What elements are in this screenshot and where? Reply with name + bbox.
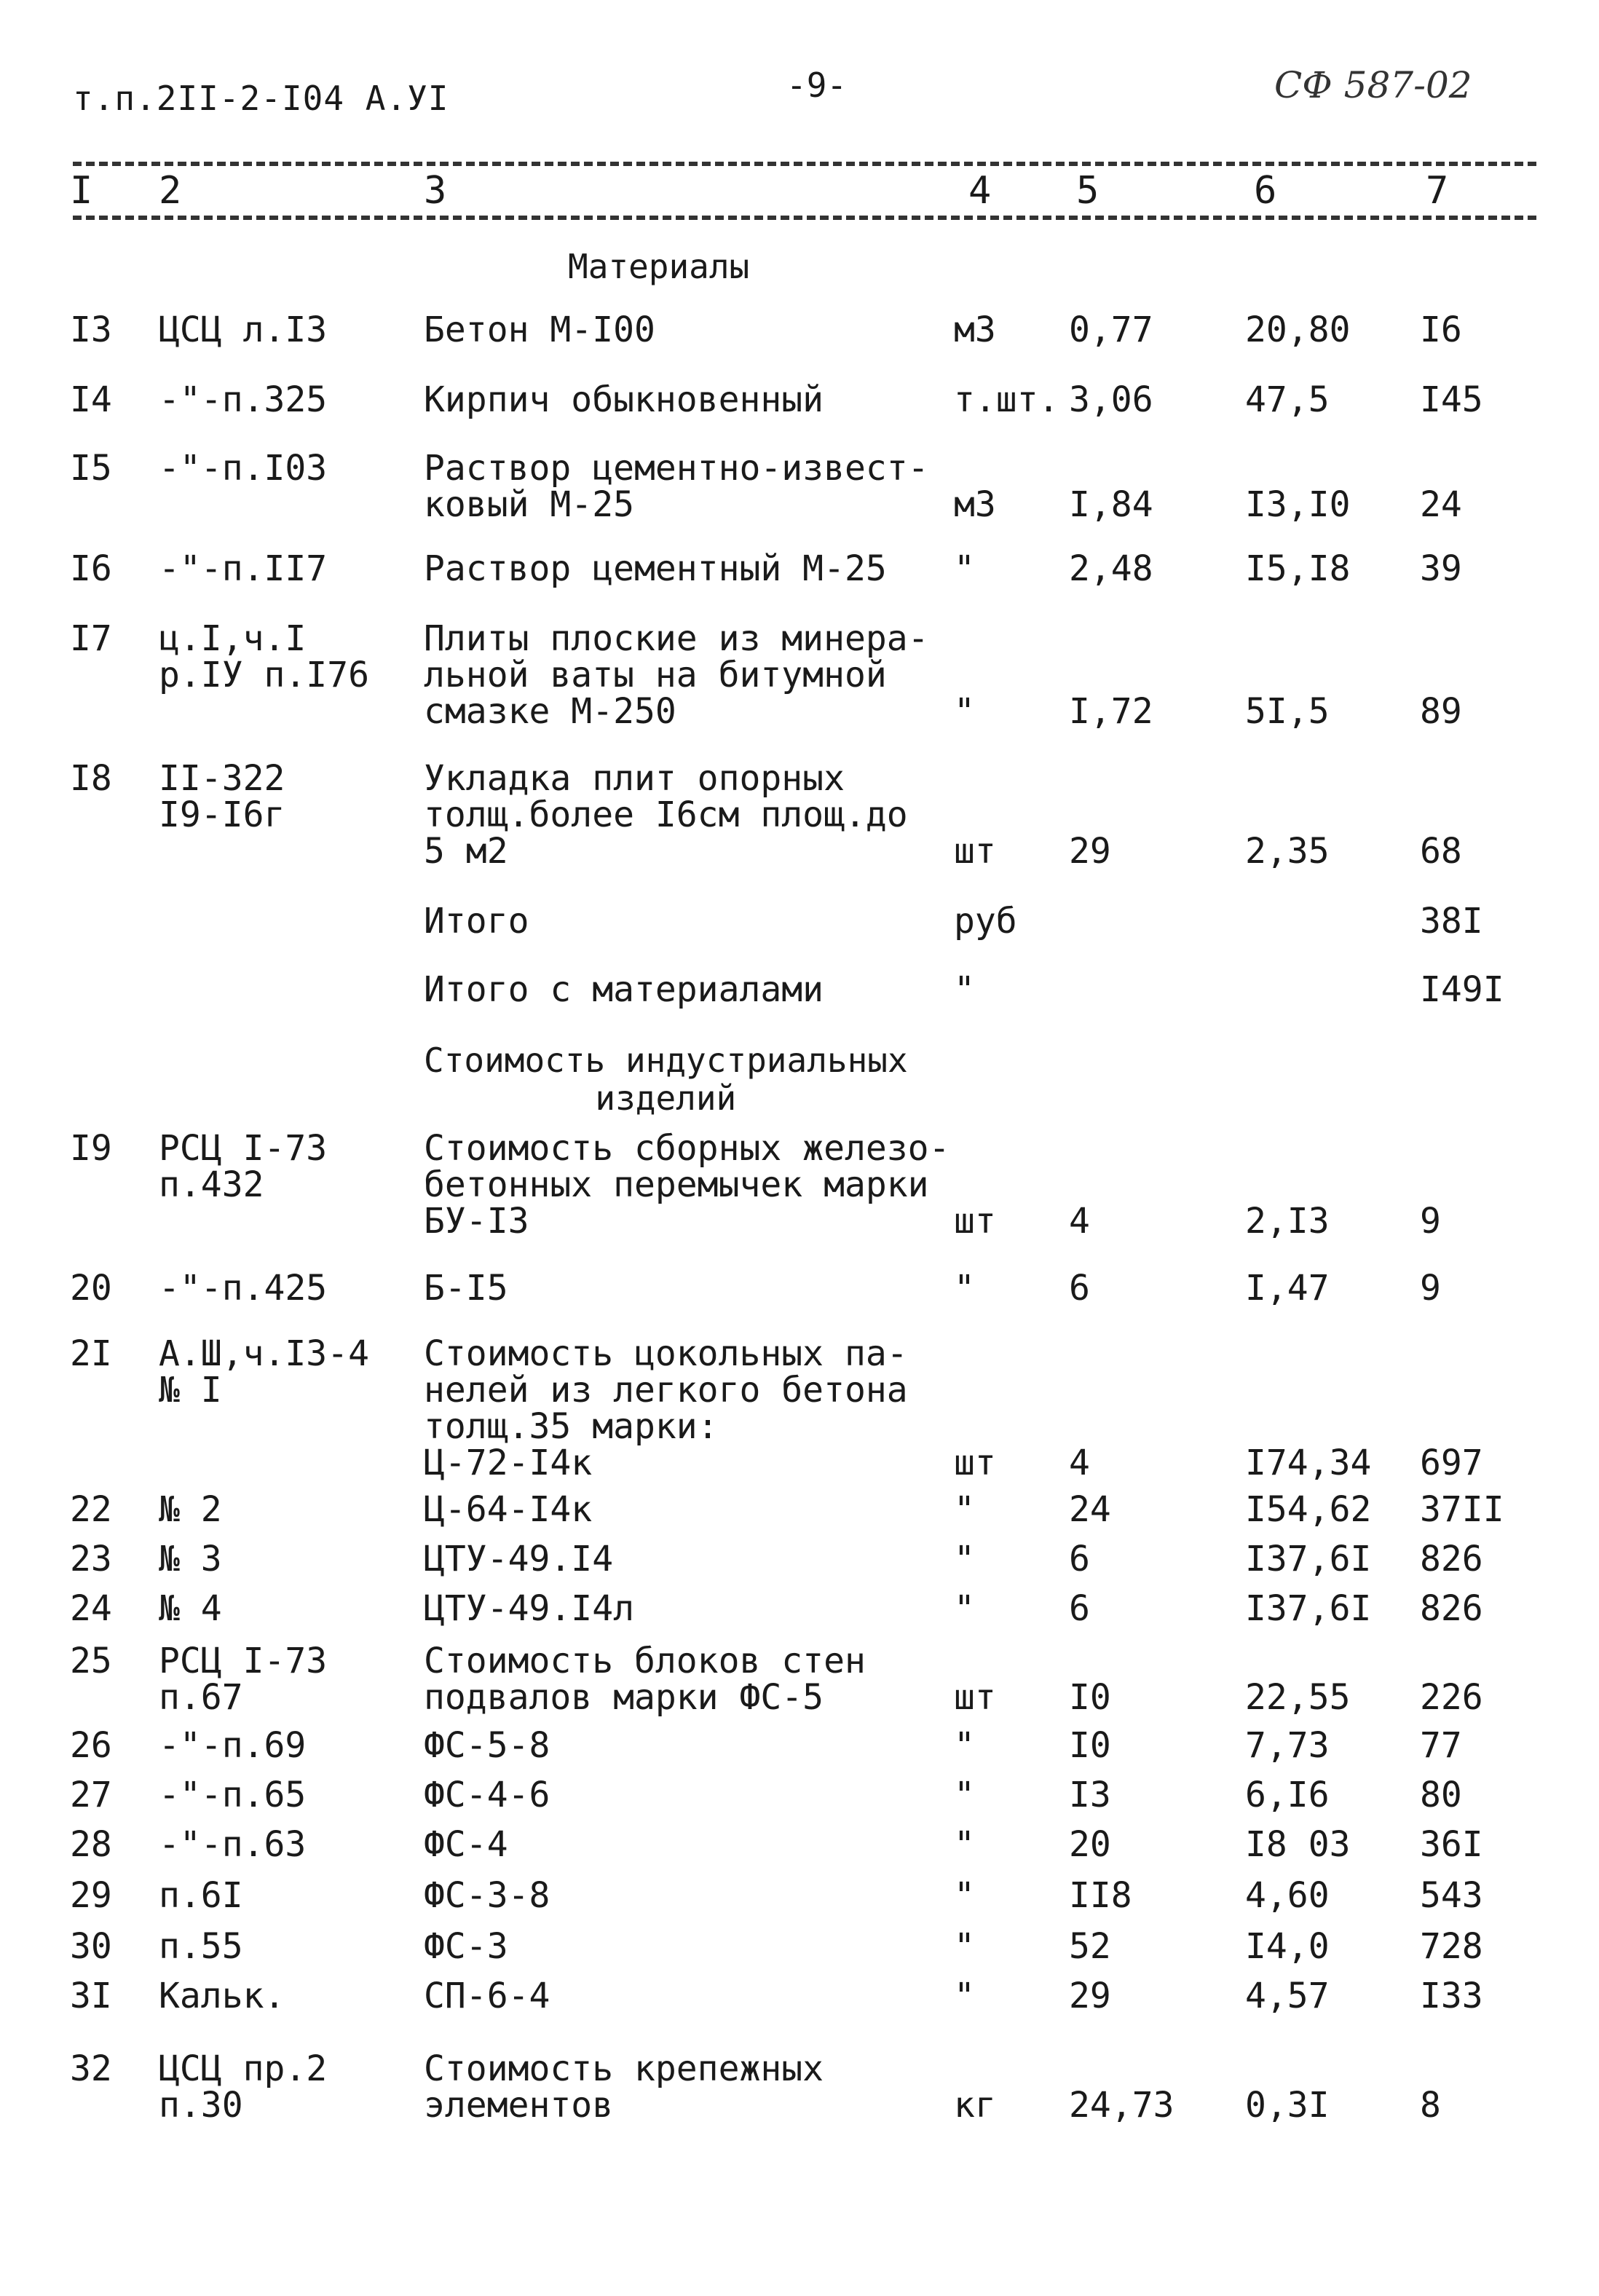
price-reference-cell: -"-п.325 — [159, 379, 328, 420]
total-cost-cell: 68 — [1420, 831, 1462, 872]
price-reference-cell: -"-п.69 — [159, 1725, 307, 1766]
row-number-cell: 25 — [70, 1641, 112, 1681]
table-header-bottom-rule — [73, 216, 1536, 220]
unit-price-cell: 6,I6 — [1245, 1775, 1330, 1815]
item-name-cell: ФС-4 — [424, 1824, 508, 1865]
item-name-cell: Стоимость блоков стен подвалов марки ФС-5 — [424, 1641, 866, 1718]
total-cost-cell: 36I — [1420, 1824, 1483, 1865]
price-reference-cell: -"-п.425 — [159, 1268, 328, 1309]
item-name-cell: Бетон М-I00 — [424, 309, 655, 350]
column-number-4: 4 — [968, 169, 992, 213]
quantity-cell: 20 — [1069, 1824, 1111, 1865]
item-name-cell: Стоимость крепежных элементов — [424, 2048, 824, 2126]
column-number-2: 2 — [159, 169, 182, 213]
row-number-cell: I7 — [70, 618, 112, 659]
table-header-top-rule — [73, 162, 1536, 166]
quantity-cell: I,84 — [1069, 484, 1153, 525]
row-number-cell: 24 — [70, 1588, 112, 1629]
unit-cell: шт — [954, 1677, 996, 1718]
quantity-cell: 24 — [1069, 1489, 1111, 1530]
unit-price-cell: 20,80 — [1245, 309, 1351, 350]
column-number-5: 5 — [1076, 169, 1099, 213]
unit-price-cell: 4,60 — [1245, 1875, 1330, 1916]
quantity-cell: 6 — [1069, 1588, 1090, 1629]
unit-price-cell: 2,35 — [1245, 831, 1330, 872]
total-cost-cell: 8 — [1420, 2085, 1441, 2126]
unit-price-cell: 7,73 — [1245, 1725, 1330, 1766]
column-number-3: 3 — [424, 169, 447, 213]
quantity-cell: 29 — [1069, 831, 1111, 872]
unit-price-cell: 0,3I — [1245, 2085, 1330, 2126]
row-number-cell: I9 — [70, 1128, 112, 1169]
price-reference-cell: п.55 — [159, 1926, 243, 1967]
total-cost-cell: I6 — [1420, 309, 1462, 350]
quantity-cell: II8 — [1069, 1875, 1132, 1916]
row-number-cell: 28 — [70, 1824, 112, 1865]
unit-cell: " — [954, 1875, 975, 1916]
price-reference-cell: А.Ш,ч.I3-4 № I — [159, 1333, 369, 1411]
row-number-cell: 26 — [70, 1725, 112, 1766]
unit-price-cell: I,47 — [1245, 1268, 1330, 1309]
quantity-cell: 3,06 — [1069, 379, 1153, 420]
price-reference-cell: п.6I — [159, 1875, 243, 1916]
unit-price-cell: 2,I3 — [1245, 1201, 1330, 1242]
quantity-cell: 2,48 — [1069, 548, 1153, 589]
quantity-cell: I0 — [1069, 1725, 1111, 1766]
unit-price-cell: 47,5 — [1245, 379, 1330, 420]
unit-price-cell: I3,I0 — [1245, 484, 1351, 525]
item-name-cell: ФС-3 — [424, 1926, 508, 1967]
price-reference-cell: II-322 I9-I6г — [159, 758, 285, 835]
item-name-cell: Стоимость цокольных па- нелей из легкого бетона толщ.35 марки: Ц-72-I4к — [424, 1333, 908, 1483]
unit-cell: шт — [954, 1443, 996, 1483]
column-number-6: 6 — [1254, 169, 1277, 213]
unit-price-cell: I5,I8 — [1245, 548, 1351, 589]
total-cost-cell: 9 — [1420, 1201, 1441, 1242]
page-number: -9- — [786, 66, 848, 105]
item-name-cell: ЦТУ-49.I4л — [424, 1588, 634, 1629]
item-name-cell: Ц-64-I4к — [424, 1489, 593, 1530]
unit-cell: " — [954, 691, 975, 732]
item-name-cell: Итого — [424, 901, 529, 942]
price-reference-cell: ЦСЦ л.I3 — [159, 309, 328, 350]
row-number-cell: 22 — [70, 1489, 112, 1530]
unit-cell: " — [954, 1775, 975, 1815]
unit-cell: " — [954, 1976, 975, 2016]
total-cost-cell: 728 — [1420, 1926, 1483, 1967]
item-name-cell: Раствор цементно-извест- ковый М-25 — [424, 448, 929, 525]
unit-cell: т.шт. — [954, 379, 1059, 420]
price-reference-cell: № 2 — [159, 1489, 222, 1530]
row-number-cell: 30 — [70, 1926, 112, 1967]
total-cost-cell: 226 — [1420, 1677, 1483, 1718]
unit-price-cell: I4,0 — [1245, 1926, 1330, 1967]
item-name-cell: Кирпич обыкновенный — [424, 379, 824, 420]
price-reference-cell: ЦСЦ пр.2 п.30 — [159, 2048, 328, 2126]
price-reference-cell: ц.I,ч.I р.IУ п.I76 — [159, 618, 369, 695]
quantity-cell: 6 — [1069, 1539, 1090, 1579]
item-name-cell: Итого с материалами — [424, 969, 824, 1010]
total-cost-cell: 24 — [1420, 484, 1462, 525]
row-number-cell: I8 — [70, 758, 112, 799]
total-cost-cell: 38I — [1420, 901, 1483, 942]
item-name-cell: СП-6-4 — [424, 1976, 550, 2016]
row-number-cell: 3I — [70, 1976, 112, 2016]
row-number-cell: I6 — [70, 548, 112, 589]
total-cost-cell: 89 — [1420, 691, 1462, 732]
quantity-cell: I,72 — [1069, 691, 1153, 732]
quantity-cell: 52 — [1069, 1926, 1111, 1967]
total-cost-cell: I49I — [1420, 969, 1504, 1010]
quantity-cell: 0,77 — [1069, 309, 1153, 350]
unit-cell: м3 — [954, 309, 996, 350]
total-cost-cell: 543 — [1420, 1875, 1483, 1916]
unit-cell: м3 — [954, 484, 996, 525]
unit-cell: " — [954, 1539, 975, 1579]
unit-price-cell: I37,6I — [1245, 1539, 1372, 1579]
unit-price-cell: 5I,5 — [1245, 691, 1330, 732]
total-cost-cell: 826 — [1420, 1539, 1483, 1579]
unit-cell: руб — [954, 901, 1017, 942]
unit-cell: " — [954, 1268, 975, 1309]
document-code: т.п.2II-2-I04 А.УI — [73, 79, 449, 118]
item-name-cell: Б-I5 — [424, 1268, 508, 1309]
price-reference-cell: РСЦ I-73 п.67 — [159, 1641, 328, 1718]
unit-cell: " — [954, 1489, 975, 1530]
price-reference-cell: -"-п.65 — [159, 1775, 307, 1815]
price-reference-cell: Кальк. — [159, 1976, 285, 2016]
row-number-cell: 23 — [70, 1539, 112, 1579]
quantity-cell: 29 — [1069, 1976, 1111, 2016]
unit-price-cell: I74,34 — [1245, 1443, 1372, 1483]
row-number-cell: 2I — [70, 1333, 112, 1374]
item-name-cell: ФС-3-8 — [424, 1875, 550, 1916]
archive-number: СФ 587-02 — [1274, 64, 1472, 106]
unit-cell: " — [954, 1588, 975, 1629]
unit-cell: шт — [954, 831, 996, 872]
price-reference-cell: -"-п.63 — [159, 1824, 307, 1865]
unit-price-cell: 22,55 — [1245, 1677, 1351, 1718]
section-title-materials: Материалы — [568, 247, 750, 286]
unit-price-cell: I54,62 — [1245, 1489, 1372, 1530]
unit-cell: " — [954, 969, 975, 1010]
price-reference-cell: № 4 — [159, 1588, 222, 1629]
unit-cell: " — [954, 548, 975, 589]
total-cost-cell: I45 — [1420, 379, 1483, 420]
price-reference-cell: № 3 — [159, 1539, 222, 1579]
quantity-cell: 6 — [1069, 1268, 1090, 1309]
item-name-cell: Укладка плит опорных толщ.более I6см площ.до 5 м2 — [424, 758, 908, 872]
total-cost-cell: 77 — [1420, 1725, 1462, 1766]
row-number-cell: 27 — [70, 1775, 112, 1815]
price-reference-cell: -"-п.II7 — [159, 548, 328, 589]
row-number-cell: I5 — [70, 448, 112, 489]
item-name-cell: Плиты плоские из минера- льной ваты на битумной смазке М-250 — [424, 618, 929, 732]
row-number-cell: I3 — [70, 309, 112, 350]
quantity-cell: 24,73 — [1069, 2085, 1174, 2126]
item-name-cell: Раствор цементный М-25 — [424, 548, 887, 589]
total-cost-cell: 80 — [1420, 1775, 1462, 1815]
quantity-cell: I0 — [1069, 1677, 1111, 1718]
item-name-cell: ФС-4-6 — [424, 1775, 550, 1815]
row-number-cell: I4 — [70, 379, 112, 420]
unit-cell: кг — [954, 2085, 996, 2126]
row-number-cell: 20 — [70, 1268, 112, 1309]
unit-cell: шт — [954, 1201, 996, 1242]
total-cost-cell: 39 — [1420, 548, 1462, 589]
total-cost-cell: I33 — [1420, 1976, 1483, 2016]
price-reference-cell: РСЦ I-73 п.432 — [159, 1128, 328, 1205]
item-name-cell: Стоимость сборных железо- бетонных перемычек марки БУ-I3 — [424, 1128, 950, 1242]
unit-cell: " — [954, 1926, 975, 1967]
item-name-cell: ФС-5-8 — [424, 1725, 550, 1766]
quantity-cell: I3 — [1069, 1775, 1111, 1815]
unit-cell: " — [954, 1824, 975, 1865]
total-cost-cell: 37II — [1420, 1489, 1504, 1530]
total-cost-cell: 9 — [1420, 1268, 1441, 1309]
item-name-cell: ЦТУ-49.I4 — [424, 1539, 614, 1579]
quantity-cell: 4 — [1069, 1443, 1090, 1483]
total-cost-cell: 826 — [1420, 1588, 1483, 1629]
column-number-1: I — [70, 169, 93, 213]
column-number-7: 7 — [1426, 169, 1449, 213]
section-title-industrial: Стоимость индустриальных изделий — [424, 1041, 908, 1118]
row-number-cell: 29 — [70, 1875, 112, 1916]
unit-cell: " — [954, 1725, 975, 1766]
total-cost-cell: 697 — [1420, 1443, 1483, 1483]
quantity-cell: 4 — [1069, 1201, 1090, 1242]
unit-price-cell: I37,6I — [1245, 1588, 1372, 1629]
price-reference-cell: -"-п.I03 — [159, 448, 328, 489]
unit-price-cell: I8 03 — [1245, 1824, 1351, 1865]
row-number-cell: 32 — [70, 2048, 112, 2089]
unit-price-cell: 4,57 — [1245, 1976, 1330, 2016]
